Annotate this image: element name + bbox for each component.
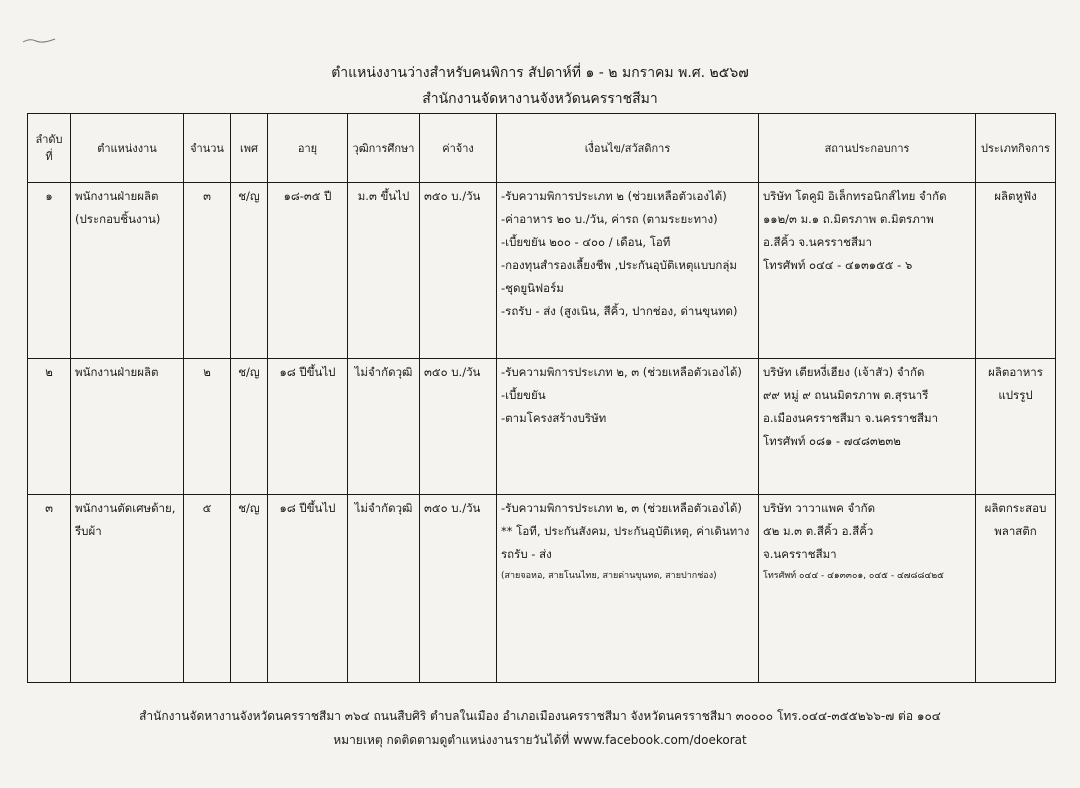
document-title: ตำแหน่งงานว่างสำหรับคนพิการ สัปดาห์ที่ ๑ - ๒ มกราคม พ.ศ. ๒๕๖๗ (331, 65, 749, 81)
header-count: จำนวน (184, 114, 231, 183)
row-business (976, 183, 1056, 359)
condition-line: รถรับ - ส่ง (501, 547, 552, 561)
company-line: บริษัท โตคูมิ อิเล็กทรอนิกส์ไทย จำกัด (763, 189, 947, 203)
pen-mark-scribble (22, 36, 56, 44)
company-line: โทรศัพท์ ๐๔๔ - ๔๑๓๑๕๕ - ๖ (763, 258, 913, 272)
row-count: ๒ (184, 359, 231, 495)
condition-line: -ชุดยูนิฟอร์ม (501, 281, 564, 295)
condition-line: -รับความพิการประเภท ๒, ๓ (ช่วยเหลือตัวเองได้) (501, 365, 742, 379)
header-conditions: เงื่อนไข/สวัสดิการ (497, 114, 759, 183)
company-line: บริษัท เตียหงี่เฮียง (เจ้าสัว) จำกัด (763, 365, 925, 379)
company-line: จ.นครราชสีมา (763, 547, 837, 561)
row-count: ๕ (184, 495, 231, 683)
document-subtitle: สำนักงานจัดหางานจังหวัดนครราชสีมา (422, 91, 658, 107)
row-sex: ช/ญ (231, 495, 268, 683)
row-conditions (497, 183, 759, 359)
row-no: ๓ (28, 495, 71, 683)
row-company (759, 183, 976, 359)
footer-note: หมายเหตุ กดติดตามดูตำแหน่งงานรายวันได้ที่ www.facebook.com/doekorat (333, 733, 747, 747)
header-education: วุฒิการศึกษา (348, 114, 420, 183)
row-sex: ช/ญ (231, 359, 268, 495)
row-no: ๑ (28, 183, 71, 359)
business-line: ผลิตหูฟัง (994, 189, 1037, 203)
position-line: พนักงานฝ่ายผลิต (75, 189, 159, 203)
header-no-line1: ลำดับ (35, 133, 63, 146)
row-education: ไม่จำกัดวุฒิ (348, 495, 420, 683)
company-line: โทรศัพท์ ๐๘๑ - ๗๔๘๓๒๓๒ (763, 434, 901, 448)
table-header-row (28, 114, 1056, 183)
row-business (976, 495, 1056, 683)
company-line: ๑๑๒/๓ ม.๑ ถ.มิตรภาพ ต.มิตรภาพ (763, 212, 934, 226)
company-phone: โทรศัพท์ ๐๔๔ - ๔๑๓๓๐๑, ๐๔๕ - ๔๗๘๘๔๒๕ (763, 571, 944, 581)
condition-line: -กองทุนสำรองเลี้ยงชีพ ,ประกันอุบัติเหตุแบบกลุ่ม (501, 258, 738, 272)
job-table-container (27, 113, 1055, 683)
row-age: ๑๘-๓๕ ปี (268, 183, 348, 359)
row-wage: ๓๕๐ บ./วัน (420, 495, 497, 683)
row-age: ๑๘ ปีขึ้นไป (268, 359, 348, 495)
condition-line: -รถรับ - ส่ง (สูงเนิน, สีคิ้ว, ปากช่อง, ด่านขุนทด) (501, 304, 738, 318)
table-row (28, 359, 1056, 495)
header-company: สถานประกอบการ (759, 114, 976, 183)
table-row (28, 183, 1056, 359)
header-wage: ค่าจ้าง (420, 114, 497, 183)
condition-line: -รับความพิการประเภท ๒, ๓ (ช่วยเหลือตัวเองได้) (501, 501, 742, 515)
row-conditions (497, 495, 759, 683)
job-vacancy-table (27, 113, 1056, 683)
condition-line: -เบี้ยขยัน ๒๐๐ - ๔๐๐ / เดือน, โอที (501, 235, 671, 249)
row-company (759, 359, 976, 495)
header-no (28, 114, 71, 183)
company-line: อ.สีคิ้ว จ.นครราชสีมา (763, 235, 873, 249)
footer-address: สำนักงานจัดหางานจังหวัดนครราชสีมา ๓๖๔ ถนนสืบศิริ ตำบลในเมือง อำเภอเมืองนครราชสีมา จังหวัดนครราชสีมา ๓๐๐๐๐ โทร.๐๔๔-๓๕๕๒๖๖-๗ ต่อ ๑๐๔ (139, 709, 941, 723)
condition-line: -รับความพิการประเภท ๒ (ช่วยเหลือตัวเองได้) (501, 189, 727, 203)
table-row (28, 495, 1056, 683)
condition-note: (สายจอหอ, สายโนนไทย, สายด่านขุนทด, สายปากช่อง) (501, 571, 717, 581)
row-count: ๓ (184, 183, 231, 359)
row-education: ไม่จำกัดวุฒิ (348, 359, 420, 495)
row-position (71, 359, 184, 495)
business-line: ผลิตกระสอบ (984, 501, 1047, 515)
condition-line: -ตามโครงสร้างบริษัท (501, 411, 607, 425)
company-line: ๙๙ หมู่ ๙ ถนนมิตรภาพ ต.สุรนารี (763, 388, 929, 402)
row-business (976, 359, 1056, 495)
header-age: อายุ (268, 114, 348, 183)
row-company (759, 495, 976, 683)
row-education: ม.๓ ขึ้นไป (348, 183, 420, 359)
position-line: พนักงานตัดเศษด้าย, (75, 501, 176, 515)
row-sex: ช/ญ (231, 183, 268, 359)
row-position (71, 495, 184, 683)
header-position: ตำแหน่งงาน (71, 114, 184, 183)
row-conditions (497, 359, 759, 495)
row-wage: ๓๕๐ บ./วัน (420, 183, 497, 359)
header-sex: เพศ (231, 114, 268, 183)
row-age: ๑๘ ปีขึ้นไป (268, 495, 348, 683)
row-wage: ๓๕๐ บ./วัน (420, 359, 497, 495)
row-no: ๒ (28, 359, 71, 495)
condition-line: ** โอที, ประกันสังคม, ประกันอุบัติเหตุ, ค่าเดินทาง (501, 524, 750, 538)
condition-line: -ค่าอาหาร ๒๐ บ./วัน, ค่ารถ (ตามระยะทาง) (501, 212, 718, 226)
business-line: ผลิตอาหาร (988, 365, 1043, 379)
business-line: แปรรูป (998, 388, 1033, 402)
position-line: (ประกอบชิ้นงาน) (75, 212, 161, 226)
company-line: อ.เมืองนครราชสีมา จ.นครราชสีมา (763, 411, 939, 425)
company-line: ๕๒ ม.๓ ต.สีคิ้ว อ.สีคิ้ว (763, 524, 874, 538)
header-business: ประเภทกิจการ (976, 114, 1056, 183)
business-line: พลาสติก (994, 524, 1037, 538)
condition-line: -เบี้ยขยัน (501, 388, 546, 402)
position-line: พนักงานฝ่ายผลิต (75, 365, 159, 379)
company-line: บริษัท วาวาแพค จำกัด (763, 501, 876, 515)
position-line: รีบผ้า (75, 524, 102, 538)
row-position (71, 183, 184, 359)
header-no-line2: ที่ (45, 150, 53, 163)
